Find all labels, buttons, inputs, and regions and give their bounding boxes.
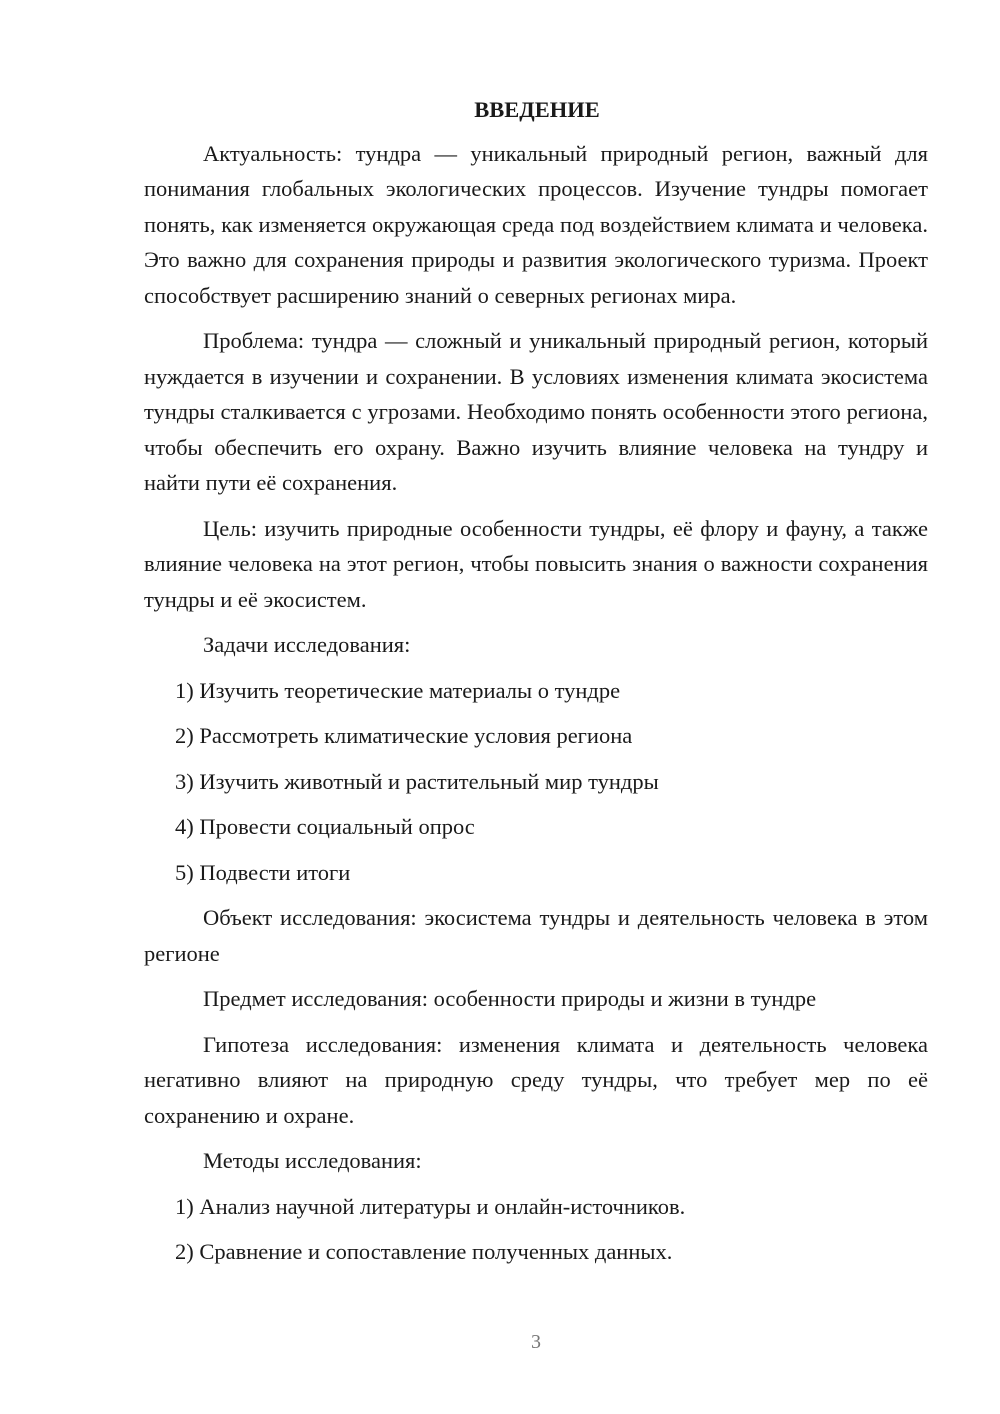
tasks-list bbox=[144, 673, 928, 891]
task-item-3: 3) Изучить животный и растительный мир тундры bbox=[175, 768, 659, 794]
task-item-1: 1) Изучить теоретические материалы о тундре bbox=[175, 677, 621, 703]
task-item-2: 2) Рассмотреть климатические условия региона bbox=[175, 723, 633, 748]
tasks-heading: Задачи исследования: bbox=[203, 632, 411, 657]
methods-heading: Методы исследования: bbox=[203, 1148, 422, 1173]
problem-paragraph: Проблема: тундра — сложный и уникальный природный регион, который нуждается в изучении и сохранении. В условиях изменения климата экосистема тундры сталкивается с угрозами. Необходимо понять особенности этого региона, чтобы обеспечить его охрану. Важно изучить влияние человека на тундру и найти пути её сохранения. bbox=[144, 328, 928, 495]
page-number: 3 bbox=[531, 1331, 541, 1353]
method-item-1: 1) Анализ научной литературы и онлайн-источников. bbox=[175, 1193, 686, 1219]
hypothesis-paragraph: Гипотеза исследования: изменения климата и деятельность человека негативно влияют на природную среду тундры, что требует мер по её сохранению и охране. bbox=[144, 1031, 928, 1128]
page-content bbox=[144, 92, 928, 1280]
object-paragraph: Объект исследования: экосистема тундры и деятельность человека в этом регионе bbox=[144, 905, 928, 966]
page-title: ВВЕДЕНИЕ bbox=[474, 97, 600, 122]
methods-list bbox=[144, 1189, 928, 1270]
relevance-paragraph: Актуальность: тундра — уникальный природный регион, важный для понимания глобальных экологических процессов. Изучение тундры помогает понять, как изменяется окружающая среда под воздействием климата и человека. Это важно для сохранения природы и развития экологического туризма. Проект способствует расширению знаний о северных регионах мира. bbox=[144, 140, 928, 308]
method-item-2: 2) Сравнение и сопоставление полученных данных. bbox=[175, 1239, 673, 1264]
subject-paragraph: Предмет исследования: особенности природы и жизни в тундре bbox=[203, 986, 817, 1011]
goal-paragraph: Цель: изучить природные особенности тундры, её флору и фауну, а также влияние человека на этот регион, чтобы повысить знания о важности сохранения тундры и её экосистем. bbox=[144, 515, 928, 612]
task-item-5: 5) Подвести итоги bbox=[175, 859, 351, 885]
task-item-4: 4) Провести социальный опрос bbox=[175, 814, 475, 839]
